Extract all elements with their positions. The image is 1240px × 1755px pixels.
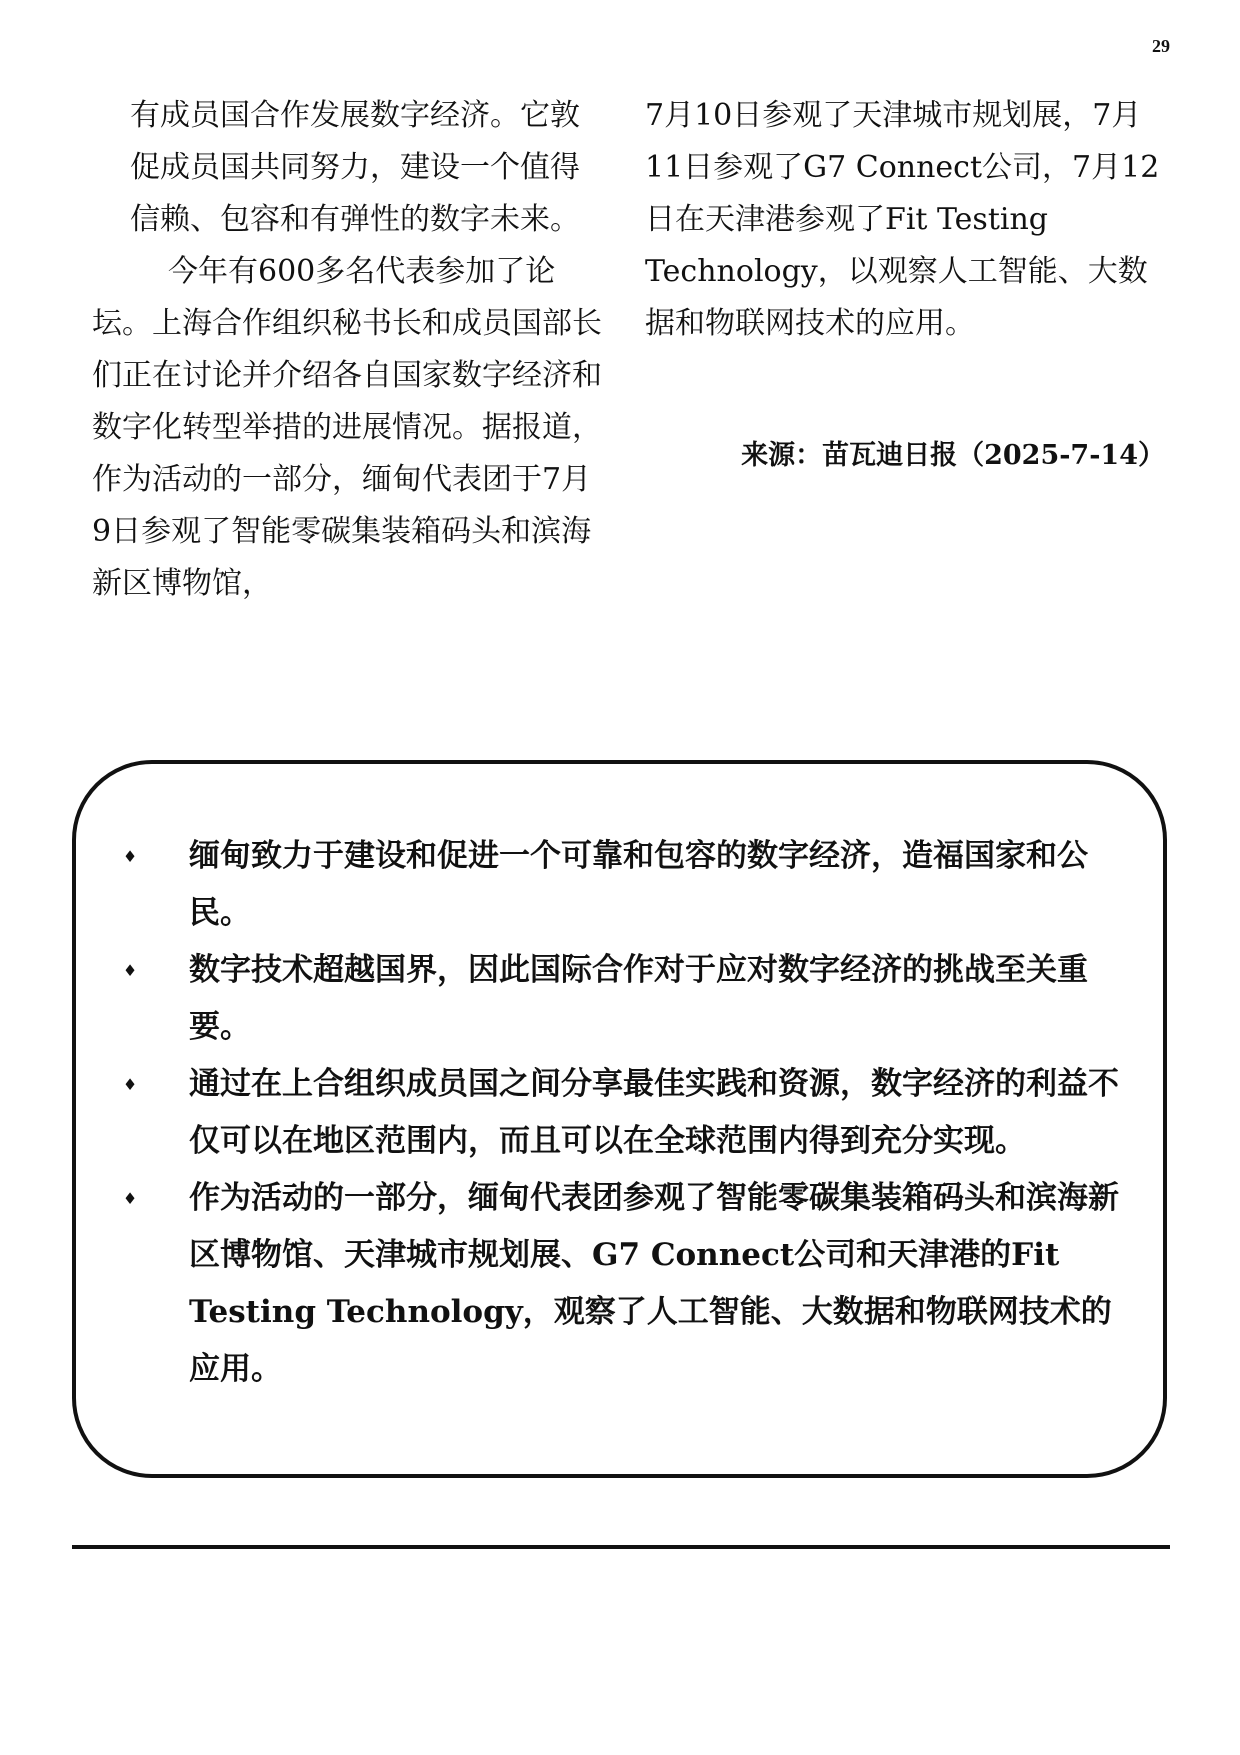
summary-item <box>110 1170 1129 1398</box>
summary-item <box>110 1056 1129 1170</box>
summary-item-text: 数字技术超越国界，因此国际合作对于应对数字经济的挑战至关重要。 <box>189 952 1088 1045</box>
summary-item-text: 通过在上合组织成员国之间分享最佳实践和资源，数字经济的利益不仅可以在地区范围内，而且可以在全球范围内得到充分实现。 <box>189 1066 1119 1159</box>
article-paragraph: 7月10日参观了天津城市规划展，7月11日参观了G7 Connect公司，7月12日在天津港参观了Fit Testing Technology，以观察人工智能、大数据和物联网技术的应用。 <box>645 98 1160 341</box>
summary-box <box>72 760 1167 1478</box>
article-paragraph: 今年有600多名代表参加了论坛。上海合作组织秘书长和成员国部长们正在讨论并介绍各自国家数字经济和数字化转型举措的进展情况。据报道，作为活动的一部分，缅甸代表团于7月9日参观了智能零碳集装箱码头和滨海新区博物馆， <box>92 254 602 601</box>
summary-item-text: 作为活动的一部分，缅甸代表团参观了智能零碳集装箱码头和滨海新区博物馆、天津城市规划展、G7 Connect公司和天津港的Fit Testing Technology，观察了人工智能、大数据和物联网技术的应用。 <box>189 1180 1119 1387</box>
diamond-bullet-icon: ♦ <box>122 1075 138 1094</box>
article-paragraph: 有成员国合作发展数字经济。它敦促成员国共同努力，建设一个值得信赖、包容和有弹性的数字未来。 <box>130 98 580 237</box>
bottom-divider <box>72 1545 1170 1549</box>
article-right-column <box>645 90 1165 482</box>
source-citation: 来源：苗瓦迪日报（2025-7-14） <box>741 440 1165 471</box>
article-left-column <box>92 90 607 610</box>
summary-item <box>110 828 1129 942</box>
summary-list <box>110 828 1129 1398</box>
diamond-bullet-icon: ♦ <box>122 1189 138 1208</box>
diamond-bullet-icon: ♦ <box>122 961 138 980</box>
page-number: 29 <box>1152 36 1170 56</box>
summary-item-text: 缅甸致力于建设和促进一个可靠和包容的数字经济，造福国家和公民。 <box>189 838 1088 931</box>
diamond-bullet-icon: ♦ <box>122 847 138 866</box>
summary-item <box>110 942 1129 1056</box>
